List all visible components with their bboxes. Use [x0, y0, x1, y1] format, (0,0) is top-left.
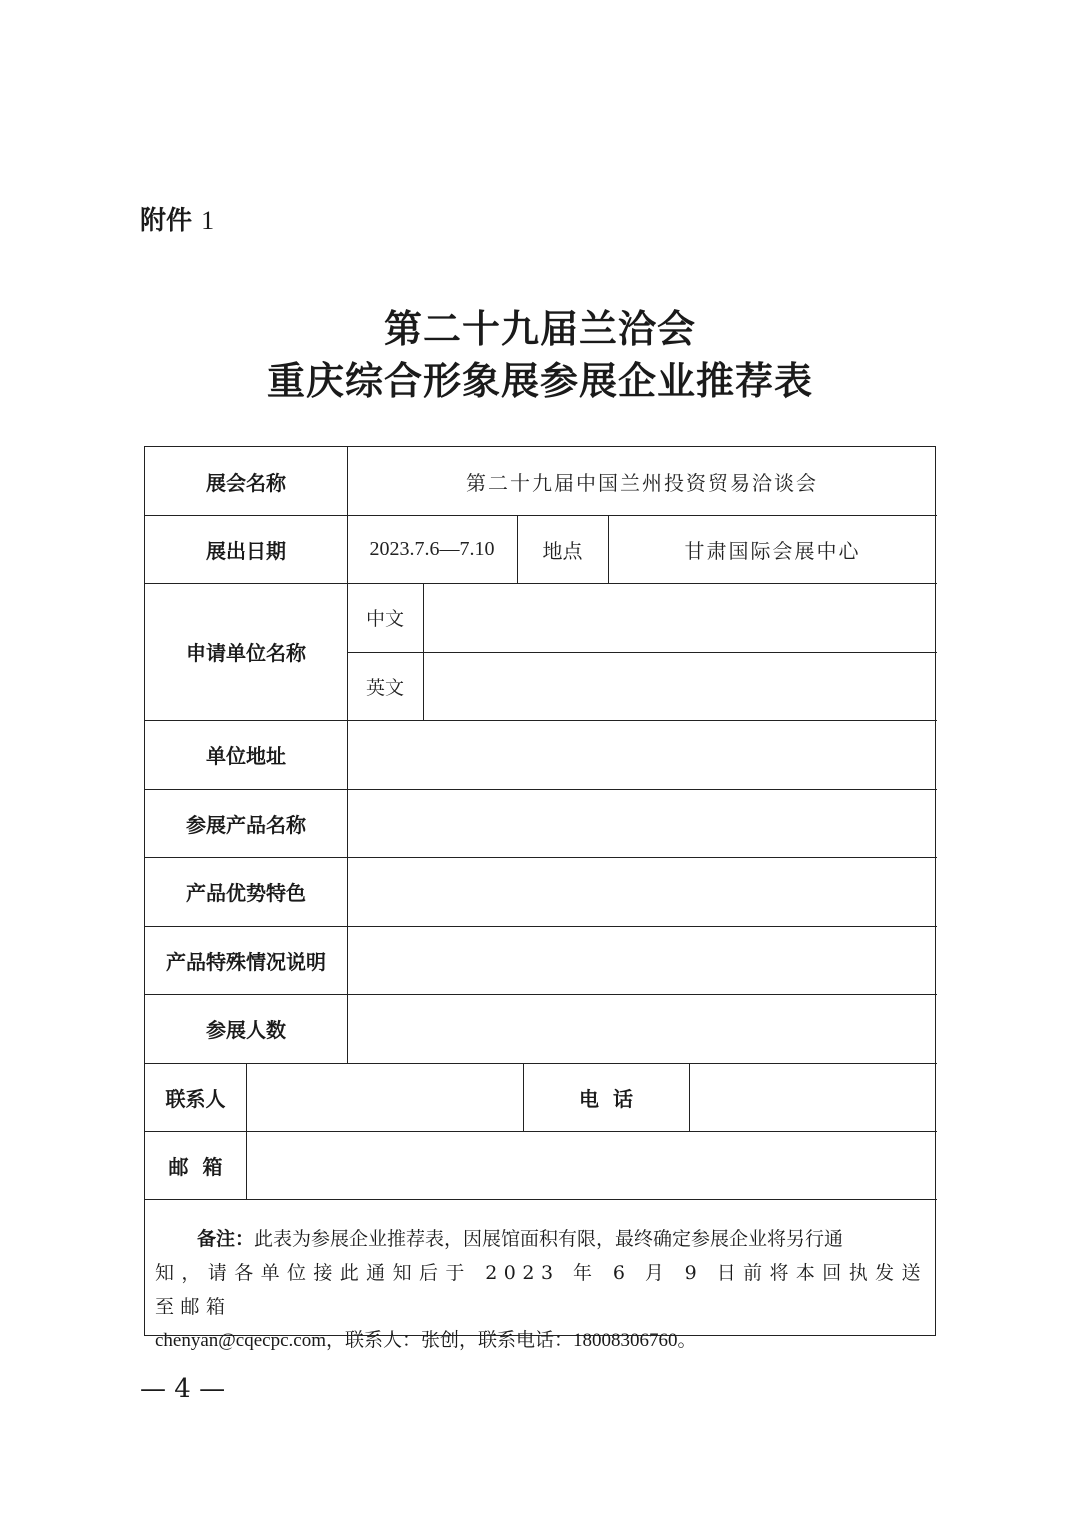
- participants-field[interactable]: [347, 994, 937, 1063]
- product-special-label: 产品特殊情况说明: [166, 949, 326, 974]
- phone-label: 电 话: [579, 1086, 633, 1111]
- contact-label: 联系人: [165, 1086, 226, 1111]
- remarks-line-3: chenyan@cqecpc.com，联系人：张创，联系电话：18008306760。: [155, 1330, 697, 1351]
- chinese-name-label: 中文: [365, 608, 404, 630]
- english-name-field[interactable]: [423, 652, 937, 720]
- english-name-label: 英文: [365, 676, 404, 699]
- product-advantage-label: 产品优势特色: [186, 881, 306, 905]
- date-value: 2023.7.6—7.10: [369, 537, 495, 560]
- attachment-number: 1: [201, 206, 215, 235]
- attachment-label-text: 附件: [140, 206, 193, 236]
- chinese-name-field[interactable]: [423, 583, 937, 652]
- attachment-label: [140, 200, 214, 237]
- date-label: 展出日期: [206, 538, 286, 563]
- phone-field[interactable]: [689, 1063, 937, 1131]
- recommendation-form: [144, 446, 936, 1351]
- product-name-field[interactable]: [347, 789, 937, 857]
- participants-label: 参展人数: [206, 1018, 286, 1042]
- title-line-2: 重庆综合形象展参展企业推荐表: [266, 359, 813, 403]
- location-value: 甘肃国际会展中心: [684, 538, 861, 563]
- product-advantage-field[interactable]: [347, 857, 937, 926]
- remarks-line-2: 知，请各单位接此通知后于 2023 年 6 月 9 日前将本回执发送至邮箱: [155, 1262, 927, 1318]
- title-line-1: 第二十九届兰洽会: [383, 307, 696, 351]
- email-label: 邮 箱: [168, 1154, 223, 1179]
- exhibition-name-value: 第二十九届中国兰州投资贸易洽谈会: [466, 470, 818, 495]
- remarks-line-1: 此表为参展企业推荐表，因展馆面积有限，最终确定参展企业将另行通: [254, 1228, 844, 1250]
- contact-field[interactable]: [246, 1063, 523, 1131]
- exhibition-name-label: 展会名称: [206, 470, 286, 495]
- email-field[interactable]: [246, 1131, 937, 1199]
- address-label: 单位地址: [206, 744, 286, 768]
- applicant-name-label: 申请单位名称: [186, 641, 306, 665]
- product-special-field[interactable]: [347, 926, 937, 994]
- product-name-label: 参展产品名称: [186, 812, 306, 837]
- remarks-label: 备注：: [197, 1228, 255, 1250]
- remarks: [155, 1222, 927, 1358]
- address-field[interactable]: [347, 720, 937, 789]
- page-number: — 4 —: [140, 1374, 226, 1404]
- location-label: 地点: [542, 538, 583, 563]
- row-divider: [145, 1199, 937, 1200]
